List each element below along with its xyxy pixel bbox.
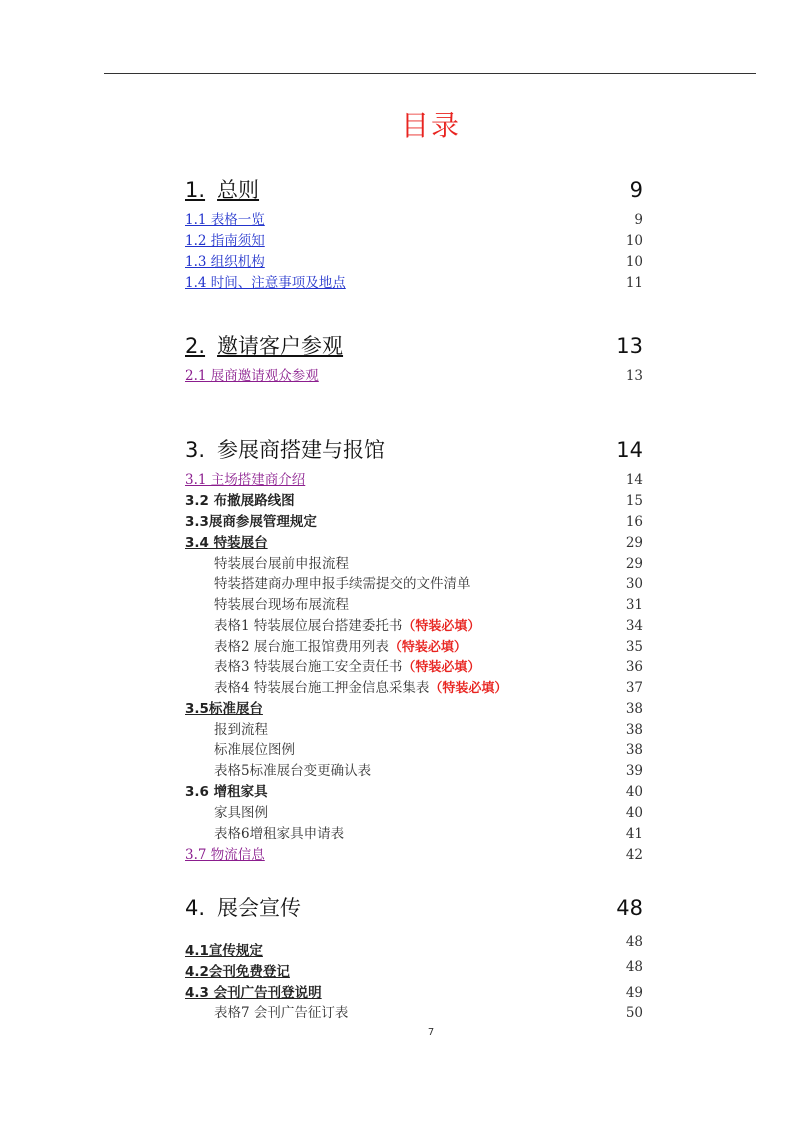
entry-page: 50 [625, 1005, 643, 1021]
entry-page: 11 [625, 275, 643, 291]
entry-label: 3.6 增租家具 [185, 784, 268, 800]
toc-entry-3-1[interactable] [185, 470, 643, 490]
entry-label: 表格7 会刊广告征订表 [214, 1005, 349, 1021]
entry-label: 3.7 物流信息 [185, 847, 265, 863]
entry-label: 4.2会刊免费登记 [185, 964, 290, 980]
entry-page: 38 [625, 742, 643, 758]
entry-label: 3.2 布撤展路线图 [185, 493, 295, 509]
page-number: 7 [427, 1027, 435, 1038]
entry-page: 13 [625, 368, 643, 384]
entry-page: 41 [625, 826, 643, 842]
toc-subentry[interactable] [185, 554, 643, 574]
entry-label: 标准展位图例 [214, 742, 295, 758]
entry-label: 家具图例 [214, 805, 268, 821]
entry-label: 表格6增租家具申请表 [214, 826, 345, 842]
section-page: 48 [616, 896, 643, 920]
toc-entry-3-6[interactable] [185, 782, 643, 802]
section-number: 2. [185, 334, 206, 358]
entry-label: 2.1 展商邀请观众参观 [185, 368, 319, 384]
toc-subentry[interactable] [185, 803, 643, 823]
toc-entry-3-5[interactable] [185, 699, 643, 719]
toc-subentry[interactable] [185, 595, 643, 615]
toc-entry-4-1[interactable] [185, 934, 643, 961]
entry-page: 40 [625, 784, 643, 800]
entry-page: 10 [625, 254, 643, 270]
entry-page: 35 [625, 639, 643, 655]
section-number: 1. [185, 178, 206, 202]
entry-page: 49 [625, 985, 643, 1001]
entry-label: 报到流程 [214, 722, 268, 738]
toc-subentry-form-7[interactable] [185, 1003, 643, 1023]
toc-section-3[interactable] [185, 435, 643, 465]
entry-label: 3.1 主场搭建商介绍 [185, 472, 306, 488]
entry-page: 42 [625, 847, 643, 863]
entry-page: 31 [625, 597, 643, 613]
entry-page: 36 [625, 659, 643, 675]
entry-page: 48 [625, 959, 643, 975]
toc-entry-1-1[interactable] [185, 210, 643, 230]
entry-page: 15 [625, 493, 643, 509]
entry-page: 14 [625, 472, 643, 488]
toc-entry-3-3[interactable] [185, 512, 643, 532]
toc-subentry-form-4[interactable] [185, 678, 643, 698]
entry-page: 38 [625, 722, 643, 738]
entry-label: 表格3 特装展台施工安全责任书 [214, 659, 403, 675]
toc-section-4[interactable] [185, 893, 643, 923]
entry-page: 38 [625, 701, 643, 717]
entry-page: 30 [625, 576, 643, 592]
entry-label: 1.4 时间、注意事项及地点 [185, 275, 346, 291]
toc-entry-4-3[interactable] [185, 983, 643, 1003]
entry-page: 34 [625, 618, 643, 634]
toc-section-2[interactable] [185, 331, 643, 361]
toc-subentry-form-2[interactable] [185, 637, 643, 657]
section-title: 邀请客户参观 [217, 334, 344, 358]
entry-label: 4.3 会刊广告刊登说明 [185, 985, 322, 1001]
entry-page: 40 [625, 805, 643, 821]
entry-label: 3.4 特装展台 [185, 535, 268, 551]
toc-entry-1-2[interactable] [185, 231, 643, 251]
section-title: 参展商搭建与报馆 [217, 438, 386, 462]
entry-label: 表格4 特装展台施工押金信息采集表 [214, 680, 430, 696]
entry-page: 29 [625, 556, 643, 572]
header-rule [104, 73, 756, 74]
toc-subentry-form-5[interactable] [185, 761, 643, 781]
section-page: 13 [616, 334, 643, 358]
toc-subentry[interactable] [185, 740, 643, 760]
entry-label: 表格5标准展台变更确认表 [214, 763, 372, 779]
required-note: （特装必填） [429, 681, 508, 696]
entry-label: 1.2 指南须知 [185, 233, 265, 249]
entry-label: 表格2 展台施工报馆费用列表 [214, 639, 389, 655]
section-title: 总则 [217, 178, 260, 202]
entry-label: 特装展台展前申报流程 [214, 556, 349, 572]
required-note: （特装必填） [402, 660, 481, 675]
required-note: （特装必填） [402, 619, 481, 634]
entry-label: 3.3展商参展管理规定 [185, 514, 317, 530]
toc-entry-3-4[interactable] [185, 533, 643, 553]
entry-page: 37 [625, 680, 643, 696]
section-page: 14 [616, 438, 643, 462]
entry-page: 10 [625, 233, 643, 249]
entry-page: 29 [625, 535, 643, 551]
toc-entry-4-2[interactable] [185, 959, 643, 982]
toc-entry-1-4[interactable] [185, 273, 643, 293]
toc-subentry-form-1[interactable] [185, 616, 643, 636]
toc-section-1[interactable] [185, 175, 643, 205]
required-note: （特装必填） [388, 640, 467, 655]
toc-entry-3-7[interactable] [185, 845, 643, 865]
toc-subentry-form-6[interactable] [185, 824, 643, 844]
section-number: 3. [185, 438, 206, 462]
entry-page: 39 [625, 763, 643, 779]
entry-page: 9 [634, 212, 643, 228]
page-title: 目录 [400, 109, 461, 142]
entry-label: 特装搭建商办理申报手续需提交的文件清单 [214, 576, 471, 592]
entry-page: 16 [625, 514, 643, 530]
entry-label: 3.5标准展台 [185, 701, 263, 717]
entry-page: 48 [625, 934, 643, 950]
toc-entry-2-1[interactable] [185, 366, 643, 386]
toc-subentry[interactable] [185, 574, 643, 594]
toc-subentry-form-3[interactable] [185, 657, 643, 677]
toc-entry-3-2[interactable] [185, 491, 643, 511]
entry-label: 1.3 组织机构 [185, 254, 265, 270]
entry-label: 4.1宣传规定 [185, 943, 263, 959]
entry-label: 1.1 表格一览 [185, 212, 265, 228]
section-number: 4. [185, 896, 206, 920]
entry-label: 表格1 特装展位展台搭建委托书 [214, 618, 403, 634]
toc-subentry[interactable] [185, 720, 643, 740]
section-page: 9 [629, 178, 643, 202]
section-title: 展会宣传 [217, 896, 302, 920]
entry-label: 特装展台现场布展流程 [214, 597, 349, 613]
toc-entry-1-3[interactable] [185, 252, 643, 272]
